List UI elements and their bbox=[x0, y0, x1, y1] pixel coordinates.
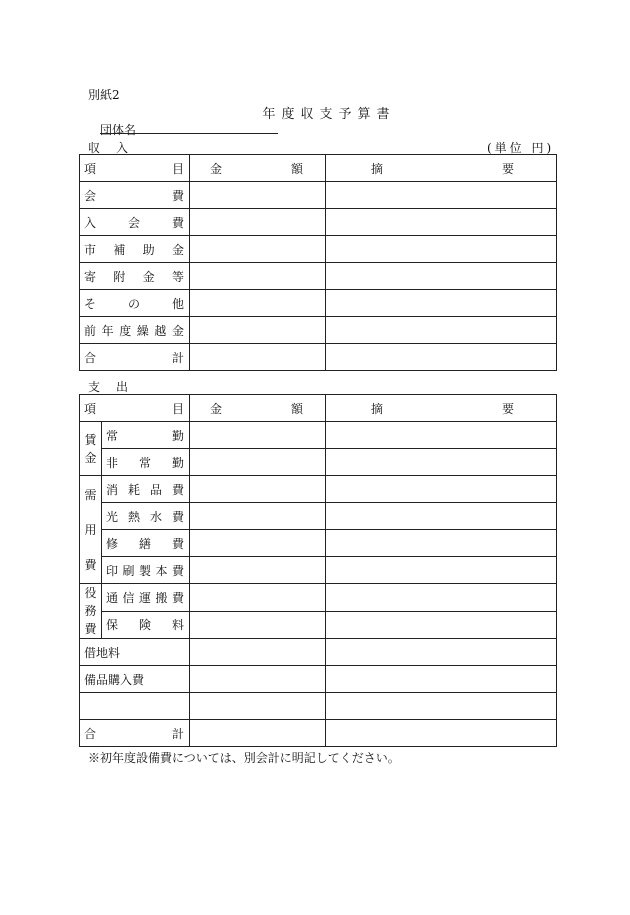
amount-cell[interactable] bbox=[190, 503, 326, 530]
table-row bbox=[80, 422, 557, 449]
expense-heading: 支出 bbox=[88, 380, 145, 394]
item-cell bbox=[80, 317, 190, 344]
group-cell bbox=[80, 422, 102, 476]
blank-row bbox=[80, 693, 557, 720]
amount-cell[interactable] bbox=[190, 720, 326, 747]
table-row bbox=[80, 639, 557, 666]
note-cell[interactable] bbox=[326, 449, 557, 476]
item-label: 備品購入費 bbox=[84, 672, 145, 687]
table-row bbox=[80, 290, 557, 317]
item-label: 市 補 助 金 bbox=[84, 242, 184, 257]
column-header-note-label: 摘 要 bbox=[371, 161, 514, 176]
column-header-amount-label: 金 額 bbox=[210, 401, 303, 416]
item-label: 寄 附 金 等 bbox=[84, 269, 184, 284]
note-cell[interactable] bbox=[326, 290, 557, 317]
table-row bbox=[80, 209, 557, 236]
table-row bbox=[80, 503, 557, 530]
item-label: 消 耗 品 費 bbox=[106, 482, 184, 497]
note-cell[interactable] bbox=[326, 639, 557, 666]
header-row bbox=[80, 395, 557, 422]
item-label: 非 常 勤 bbox=[106, 455, 184, 470]
table-row bbox=[80, 557, 557, 584]
amount-cell[interactable] bbox=[190, 422, 326, 449]
amount-cell[interactable] bbox=[190, 263, 326, 290]
item-cell bbox=[102, 476, 190, 503]
amount-cell[interactable] bbox=[190, 344, 326, 371]
column-header-note bbox=[326, 155, 557, 182]
item-cell bbox=[102, 422, 190, 449]
item-cell bbox=[80, 182, 190, 209]
item-cell bbox=[102, 584, 190, 612]
note-cell[interactable] bbox=[326, 557, 557, 584]
item-label: 通 信 運 搬 費 bbox=[106, 590, 184, 605]
note-cell[interactable] bbox=[326, 476, 557, 503]
item-cell bbox=[80, 720, 190, 747]
note-cell[interactable] bbox=[326, 344, 557, 371]
item-cell bbox=[80, 263, 190, 290]
table-row bbox=[80, 449, 557, 476]
item-cell bbox=[102, 503, 190, 530]
amount-cell[interactable] bbox=[190, 557, 326, 584]
income-table bbox=[79, 154, 557, 371]
note-cell[interactable] bbox=[326, 503, 557, 530]
organization-label: 団体名 bbox=[100, 123, 137, 137]
item-label: 光 熱 水 費 bbox=[106, 509, 184, 524]
note-cell[interactable] bbox=[326, 666, 557, 693]
item-cell bbox=[80, 666, 190, 693]
group-label: 役 務 費 bbox=[84, 586, 97, 636]
item-cell bbox=[80, 639, 190, 666]
item-label: 合 計 bbox=[84, 726, 184, 741]
item-cell bbox=[102, 557, 190, 584]
item-label: 保 険 料 bbox=[106, 618, 184, 633]
item-cell bbox=[80, 344, 190, 371]
column-header-note-label: 摘 要 bbox=[371, 401, 514, 416]
amount-cell[interactable] bbox=[190, 639, 326, 666]
item-cell bbox=[102, 611, 190, 639]
note-cell[interactable] bbox=[326, 317, 557, 344]
column-header-item bbox=[80, 395, 190, 422]
amount-cell[interactable] bbox=[190, 317, 326, 344]
note-cell[interactable] bbox=[326, 720, 557, 747]
amount-cell[interactable] bbox=[190, 449, 326, 476]
income-heading: 収入 bbox=[88, 141, 145, 155]
item-label: 借地料 bbox=[84, 645, 121, 660]
group-cell bbox=[80, 476, 102, 584]
note-cell[interactable] bbox=[326, 236, 557, 263]
header-row bbox=[80, 155, 557, 182]
item-cell bbox=[80, 209, 190, 236]
note-cell[interactable] bbox=[326, 584, 557, 612]
item-cell bbox=[80, 236, 190, 263]
column-header-amount bbox=[190, 155, 326, 182]
column-header-item-label: 項 目 bbox=[84, 401, 184, 416]
expense-table bbox=[79, 394, 557, 747]
amount-cell[interactable] bbox=[190, 182, 326, 209]
note-cell[interactable] bbox=[326, 263, 557, 290]
item-label: 前 年 度 繰 越 金 bbox=[84, 323, 184, 338]
table-row bbox=[80, 317, 557, 344]
item-cell[interactable] bbox=[80, 693, 190, 720]
note-cell[interactable] bbox=[326, 693, 557, 720]
group-cell bbox=[80, 584, 102, 639]
table-row bbox=[80, 611, 557, 639]
table-row bbox=[80, 666, 557, 693]
column-header-item-label: 項 目 bbox=[84, 161, 184, 176]
column-header-item bbox=[80, 155, 190, 182]
note-cell[interactable] bbox=[326, 182, 557, 209]
group-label: 需 用 費 bbox=[84, 487, 97, 572]
amount-cell[interactable] bbox=[190, 530, 326, 557]
column-header-amount bbox=[190, 395, 326, 422]
table-row bbox=[80, 476, 557, 503]
item-label: 印 刷 製 本 費 bbox=[106, 563, 184, 578]
item-label: 会 費 bbox=[84, 188, 184, 203]
annex-label: 別紙2 bbox=[88, 88, 120, 102]
group-label: 賃 金 bbox=[84, 432, 97, 465]
note-cell[interactable] bbox=[326, 422, 557, 449]
amount-cell[interactable] bbox=[190, 666, 326, 693]
item-label: そ の 他 bbox=[84, 296, 184, 311]
total-row bbox=[80, 720, 557, 747]
item-label: 入 会 費 bbox=[84, 215, 184, 230]
amount-cell[interactable] bbox=[190, 236, 326, 263]
column-header-amount-label: 金 額 bbox=[210, 161, 303, 176]
amount-cell[interactable] bbox=[190, 611, 326, 639]
item-cell bbox=[102, 449, 190, 476]
item-cell bbox=[80, 290, 190, 317]
table-row bbox=[80, 584, 557, 612]
amount-cell[interactable] bbox=[190, 209, 326, 236]
table-row bbox=[80, 263, 557, 290]
item-label: 合 計 bbox=[84, 350, 184, 365]
table-row bbox=[80, 236, 557, 263]
note-cell[interactable] bbox=[326, 209, 557, 236]
item-cell bbox=[102, 530, 190, 557]
amount-cell[interactable] bbox=[190, 476, 326, 503]
table-row bbox=[80, 182, 557, 209]
item-label: 修 繕 費 bbox=[106, 536, 184, 551]
footnote: ※初年度設備費については、別会計に明記してください。 bbox=[88, 751, 400, 765]
document-title: 年度収支予算書 bbox=[262, 107, 396, 122]
unit-note: (単位 円) bbox=[487, 141, 555, 155]
table-row bbox=[80, 530, 557, 557]
amount-cell[interactable] bbox=[190, 693, 326, 720]
table-row bbox=[80, 344, 557, 371]
amount-cell[interactable] bbox=[190, 584, 326, 612]
organization-name-line[interactable] bbox=[100, 133, 278, 134]
amount-cell[interactable] bbox=[190, 290, 326, 317]
item-label: 常 勤 bbox=[106, 428, 184, 443]
column-header-note bbox=[326, 395, 557, 422]
note-cell[interactable] bbox=[326, 611, 557, 639]
note-cell[interactable] bbox=[326, 530, 557, 557]
